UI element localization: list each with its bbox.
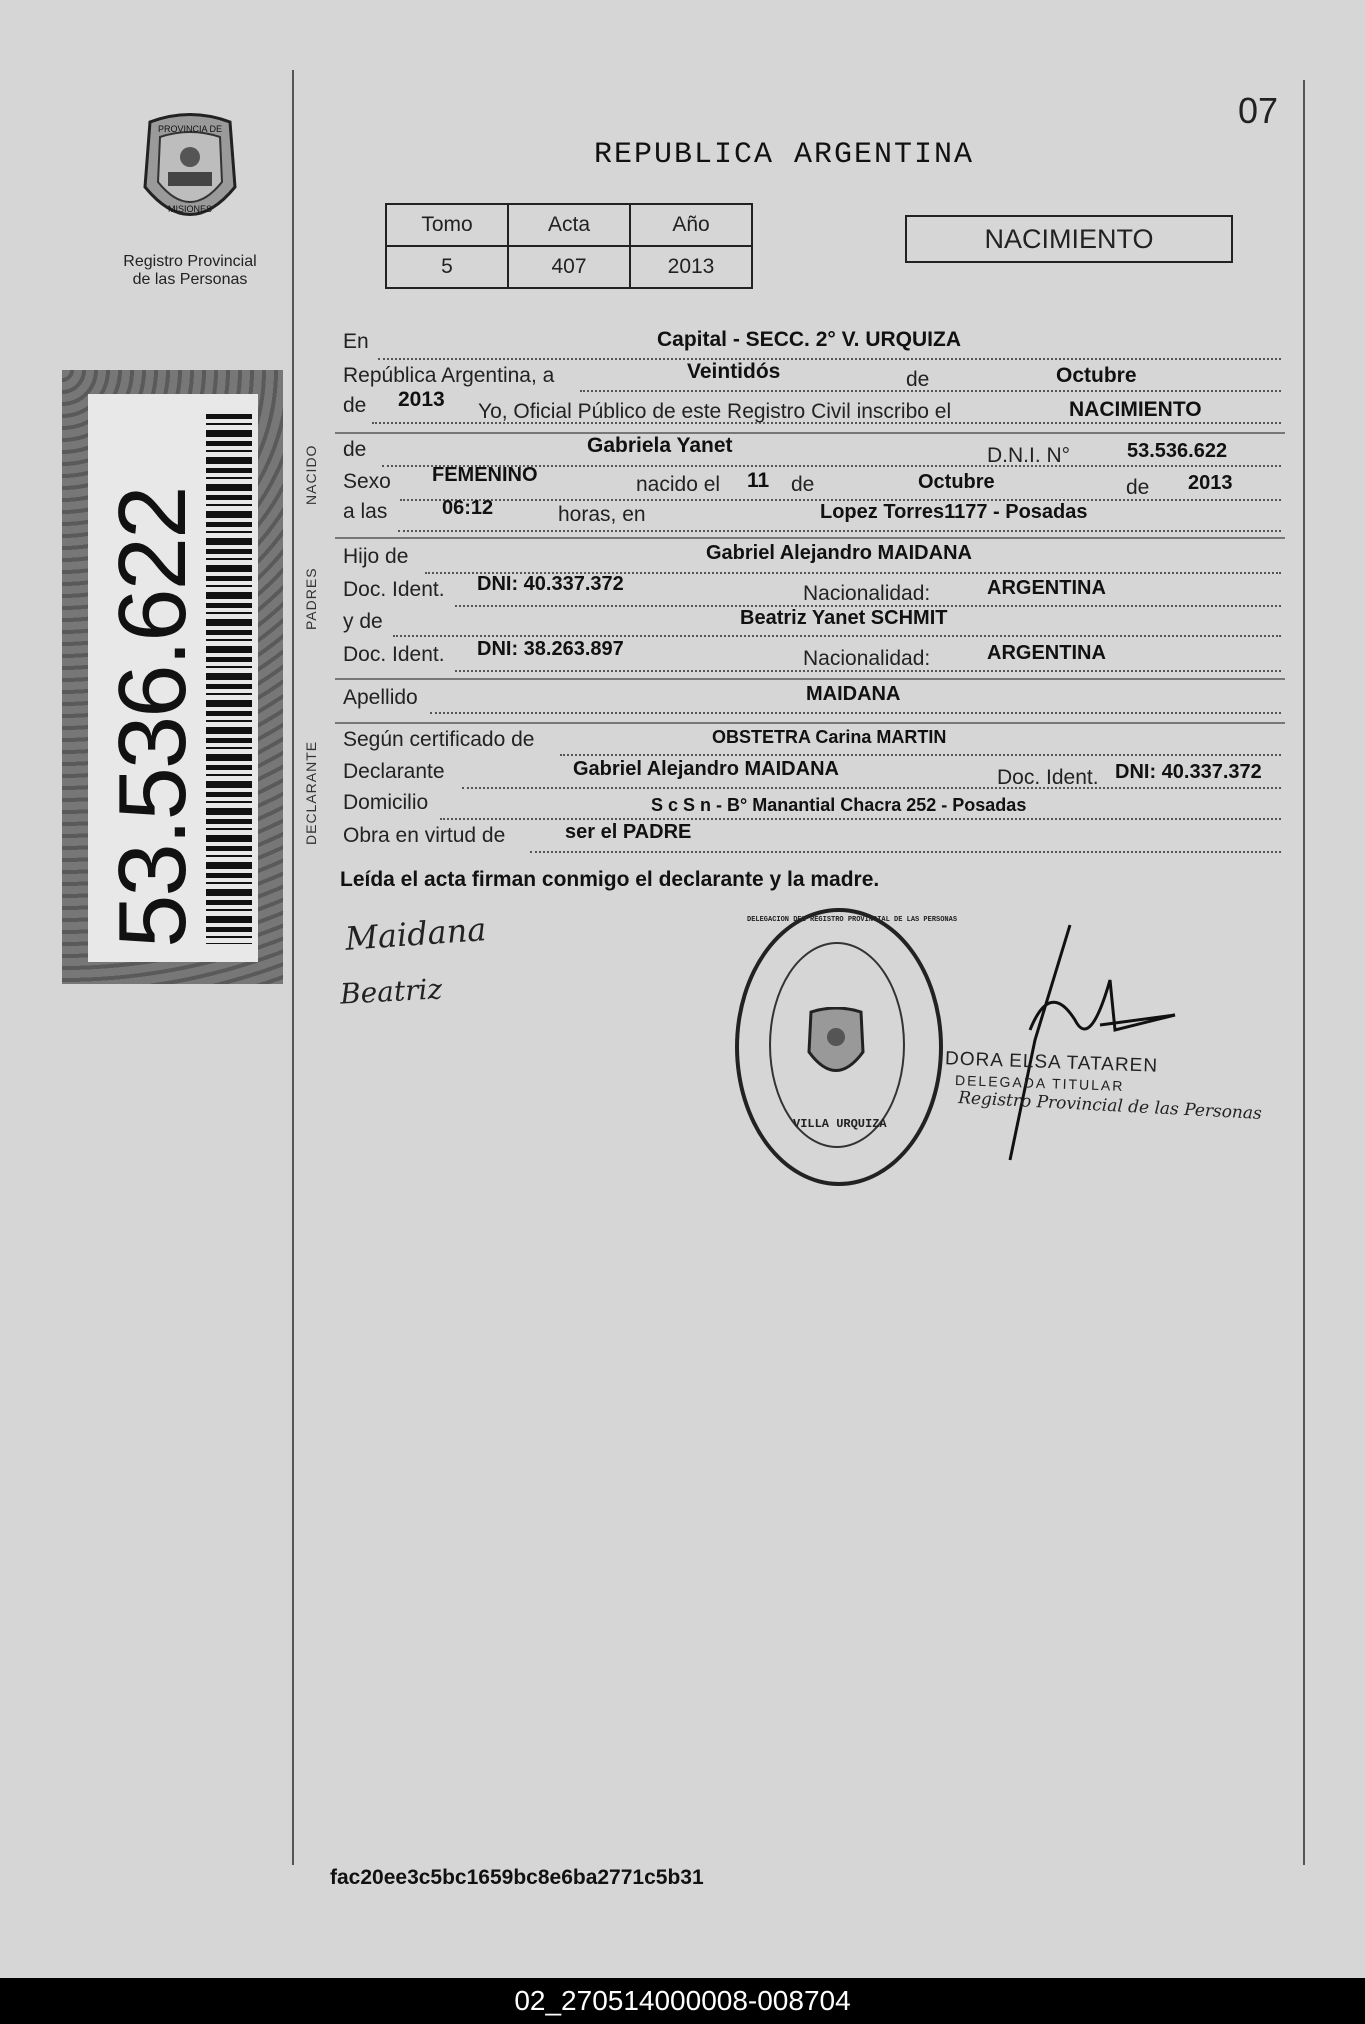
certificado-label: Según certificado de xyxy=(343,728,535,751)
stamp-inner-text: VILLA URQUIZA xyxy=(793,1117,887,1131)
republica-label: República Argentina, a xyxy=(343,364,555,387)
page-number: 07 xyxy=(1238,90,1279,131)
apellido-label: Apellido xyxy=(343,686,418,709)
province-seal-icon xyxy=(130,112,250,242)
padre-nac-value: ARGENTINA xyxy=(987,577,1106,599)
signature-maidana: Maidana xyxy=(343,910,488,958)
doc-ident-label-padre: Doc. Ident. xyxy=(343,578,445,601)
alas-label: a las xyxy=(343,500,388,523)
madre-value: Beatriz Yanet SCHMIT xyxy=(740,607,948,629)
barcode-panel xyxy=(62,370,283,984)
logo-caption: Registro Provincial de las Personas xyxy=(123,253,257,288)
section-divider xyxy=(335,678,1285,680)
domicilio-label: Domicilio xyxy=(343,791,429,814)
right-margin-line xyxy=(1303,80,1305,1865)
stamp-seal-icon xyxy=(801,1007,871,1087)
side-label-declarante: DECLARANTE xyxy=(303,740,319,845)
record-table xyxy=(385,203,753,289)
padre-value: Gabriel Alejandro MAIDANA xyxy=(706,542,972,564)
declarante-label: Declarante xyxy=(343,760,445,783)
dni-label: D.N.I. N° xyxy=(987,444,1071,467)
en-label: En xyxy=(343,330,369,353)
lugar-value: Lopez Torres1177 - Posadas xyxy=(820,501,1088,523)
dia-value: Veintidós xyxy=(687,360,781,383)
nacionalidad-label-madre: Nacionalidad: xyxy=(803,647,931,670)
nac-anio-value: 2013 xyxy=(1188,472,1233,494)
signature-beatriz: Beatriz xyxy=(339,972,443,1011)
svg-text:MISIONES: MISIONES xyxy=(167,204,213,214)
madre-dni-value: DNI: 38.263.897 xyxy=(477,638,624,660)
official-name: DORA ELSA TATAREN xyxy=(944,1048,1159,1077)
oficial-text: Yo, Oficial Público de este Registro Civil inscribo el xyxy=(478,400,952,423)
horas-label: horas, en xyxy=(558,503,646,526)
de-label-1: de xyxy=(906,368,930,391)
record-table-header-row xyxy=(386,204,752,246)
mes-value: Octubre xyxy=(1056,364,1137,387)
en-value: Capital - SECC. 2° V. URQUIZA xyxy=(657,328,962,351)
sexo-label: Sexo xyxy=(343,470,391,493)
nacionalidad-label-padre: Nacionalidad: xyxy=(803,582,931,605)
tomo-header: Tomo xyxy=(386,204,508,246)
nacido-label: nacido el xyxy=(636,473,721,496)
nac-dia-value: 11 xyxy=(747,469,770,492)
de-label-3: de xyxy=(343,438,367,461)
side-label-padres: PADRES xyxy=(303,567,319,630)
registry-logo xyxy=(110,112,270,287)
de-label-2: de xyxy=(343,394,367,417)
yde-label: y de xyxy=(343,610,383,633)
official-signature-icon xyxy=(950,920,1180,1170)
official-stamp xyxy=(735,908,958,1186)
de-label-5: de xyxy=(1126,476,1150,499)
tomo-value: 5 xyxy=(386,246,508,288)
document-title: REPUBLICA ARGENTINA xyxy=(594,138,975,172)
anio-header: Año xyxy=(630,204,752,246)
record-table-value-row xyxy=(386,246,752,288)
official-role: DELEGADA TITULAR xyxy=(954,1072,1125,1094)
anio-value: 2013 xyxy=(630,246,752,288)
declarante-value: Gabriel Alejandro MAIDANA xyxy=(573,758,839,780)
acta-header: Acta xyxy=(508,204,630,246)
barcode-number: 53.536.622 xyxy=(99,487,206,948)
obra-label: Obra en virtud de xyxy=(343,824,506,847)
section-divider xyxy=(335,432,1285,434)
stamp-outer-text: DELEGACION DEL REGISTRO PROVINCIAL DE LAS PERSONAS xyxy=(747,916,958,924)
acta-value: 407 xyxy=(508,246,630,288)
document-type-box: NACIMIENTO xyxy=(905,215,1233,263)
tipo-value: NACIMIENTO xyxy=(1069,398,1202,421)
hora-value: 06:12 xyxy=(442,497,494,519)
doc-ident-label-declarante: Doc. Ident. xyxy=(997,766,1099,789)
anio-value: 2013 xyxy=(398,388,445,411)
doc-ident-label-madre: Doc. Ident. xyxy=(343,643,445,666)
section-divider xyxy=(335,722,1285,724)
footer-code: 02_270514000008-008704 xyxy=(514,1985,851,2016)
obra-value: ser el PADRE xyxy=(565,821,692,843)
nac-mes-value: Octubre xyxy=(918,471,995,493)
closing-statement: Leída el acta firman conmigo el declarante y la madre. xyxy=(340,868,880,891)
certificado-value: OBSTETRA Carina MARTIN xyxy=(712,727,947,747)
de-label-4: de xyxy=(791,473,815,496)
declarante-dni-value: DNI: 40.337.372 xyxy=(1115,761,1262,783)
document-hash: fac20ee3c5bc1659bc8e6ba2771c5b31 xyxy=(330,1866,704,1889)
padre-dni-value: DNI: 40.337.372 xyxy=(477,573,624,595)
side-label-nacido: NACIDO xyxy=(303,444,319,505)
domicilio-value: S c S n - B° Manantial Chacra 252 - Posadas xyxy=(651,795,1027,815)
svg-text:PROVINCIA DE: PROVINCIA DE xyxy=(157,124,223,134)
madre-nac-value: ARGENTINA xyxy=(987,642,1106,664)
barcode-icon xyxy=(206,414,252,944)
hijo-label: Hijo de xyxy=(343,545,409,568)
left-margin-line xyxy=(292,70,294,1865)
section-divider xyxy=(335,537,1285,539)
official-institution: Registro Provincial de las Personas xyxy=(957,1088,1263,1124)
sexo-value: FEMENINO xyxy=(432,464,538,486)
dni-value: 53.536.622 xyxy=(1127,440,1228,462)
apellido-value: MAIDANA xyxy=(806,683,901,705)
barcode-label xyxy=(88,394,258,962)
nombre-value: Gabriela Yanet xyxy=(587,434,733,457)
